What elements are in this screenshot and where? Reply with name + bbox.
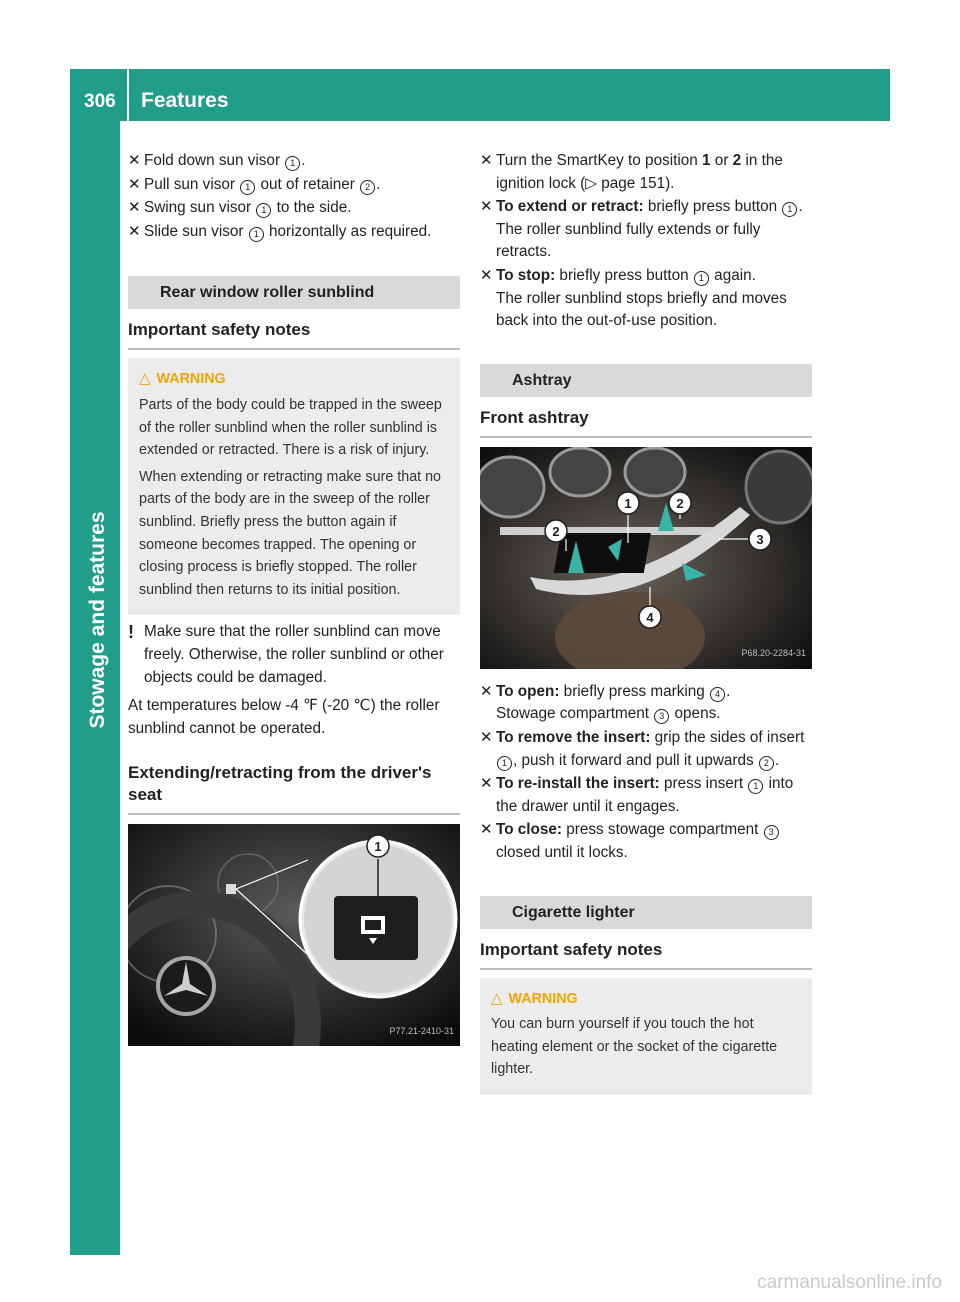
callout-1-icon: 1 — [782, 202, 797, 217]
subhead-extending-retracting: Extending/retracting from the driver's seat — [128, 752, 460, 815]
section-title-cigarette-lighter: Cigarette lighter — [480, 896, 812, 929]
subhead-important-safety-notes: Important safety notes — [128, 309, 460, 350]
callout-1-icon: 1 — [694, 271, 709, 286]
ashtray-callout-3: 3 — [756, 531, 764, 547]
step-arrow-icon: ✕ — [480, 775, 493, 793]
step-arrow-icon: ✕ — [480, 728, 493, 746]
step-extend-retract: ✕ To extend or retract: briefly press button 1 . The roller sunblind fully extends or fully retracts. — [480, 198, 803, 261]
figure-code: P68.20-2284-31 — [741, 648, 806, 659]
step-arrow-icon: ✕ — [128, 222, 141, 240]
header-divider — [127, 69, 129, 121]
step-arrow-icon: ✕ — [128, 175, 141, 193]
page-header — [70, 69, 890, 121]
warning-triangle-icon: △ — [139, 370, 151, 388]
callout-1-icon: 1 — [748, 779, 763, 794]
roller-sunblind-button-figure — [128, 824, 460, 1046]
figure-code: P77.21-2410-31 — [389, 1025, 454, 1036]
front-ashtray-figure — [480, 447, 812, 669]
subhead-front-ashtray: Front ashtray — [480, 397, 812, 438]
step-arrow-icon: ✕ — [480, 152, 493, 169]
chapter-side-tab-label: Stowage and features — [86, 511, 109, 729]
section-title-roller-sunblind: Rear window roller sunblind — [128, 276, 460, 309]
step-arrow-icon: ✕ — [128, 199, 141, 217]
section-title-ashtray: Ashtray — [480, 364, 812, 397]
steering-wheel-illustration — [128, 824, 460, 1046]
ashtray-callout-2-left: 2 — [552, 523, 560, 539]
page-number: 306 — [84, 91, 116, 112]
warning-text: You can burn yourself if you touch the hot heating element or the socket of the cigarette lighter. — [491, 1016, 778, 1078]
callout-1-icon: 1 — [240, 180, 255, 195]
figure-callout-1: 1 — [374, 839, 382, 855]
step-result: The roller sunblind fully extends or fully retracts. — [496, 220, 761, 261]
step-turn-smartkey: ✕ Turn the SmartKey to position 1 or 2 in the ignition lock (▷ page 151). — [480, 152, 783, 192]
callout-2-icon: 2 — [759, 756, 774, 771]
callout-2-icon: 2 — [360, 180, 375, 195]
callout-3-icon: 3 — [654, 709, 669, 724]
step-arrow-icon: ✕ — [480, 682, 493, 700]
note-exclamation-icon: ! — [128, 622, 134, 643]
step-reinstall-insert: ✕ To re-install the insert: press insert 1 into the drawer until it engages. — [480, 775, 794, 815]
right-column — [480, 150, 812, 1095]
step-close: ✕ To close: press stowage compartment 3 closed until it locks. — [480, 819, 812, 864]
warning-box — [128, 358, 460, 615]
step-arrow-icon: ✕ — [480, 821, 493, 839]
page-title: Features — [141, 89, 229, 112]
step-arrow-icon: ✕ — [480, 266, 493, 284]
watermark: carmanualsonline.info — [757, 1272, 942, 1293]
warning-box-2 — [480, 978, 812, 1095]
temperature-paragraph: At temperatures below -4 ℉ (-20 ℃) the roller sunblind cannot be operated. — [128, 697, 440, 737]
chapter-tab-footer — [70, 1246, 120, 1255]
ashtray-callout-1: 1 — [624, 495, 632, 511]
callout-3-icon: 3 — [764, 825, 779, 840]
step-stop: ✕ To stop: briefly press button 1 again. The roller sunblind stops briefly and moves back into the out-of-use position. — [480, 266, 787, 330]
step-remove-insert: ✕ To remove the insert: grip the sides of insert 1 , push it forward and pull it upwards 2 . — [480, 728, 805, 769]
step-result: The roller sunblind stops briefly and moves back into the out-of-use position. — [496, 289, 787, 330]
subhead-important-safety-notes-2: Important safety notes — [480, 929, 812, 970]
step-slide-sun-visor: ✕ Slide sun visor 1 horizontally as required. — [128, 221, 460, 244]
warning-text: Parts of the body could be trapped in the sweep of the roller sunblind when the roller sunblind is extended or retracted. There is a risk of injury. — [139, 396, 442, 459]
callout-1-icon: 1 — [249, 227, 264, 242]
center-console-illustration — [480, 447, 812, 669]
left-column — [128, 150, 460, 1046]
step-pull-sun-visor: ✕ Pull sun visor 1 out of retainer 2 . — [128, 174, 460, 197]
step-arrow-icon: ✕ — [480, 198, 493, 216]
callout-1-icon: 1 — [497, 756, 512, 771]
callout-1-icon: 1 — [285, 156, 300, 171]
step-arrow-icon: ✕ — [128, 152, 141, 169]
warning-title: △ WARNING — [491, 988, 802, 1011]
step-open: ✕ To open: briefly press marking 4 . Stowage compartment 3 opens. — [480, 682, 731, 723]
warning-title: △ WARNING — [139, 368, 450, 391]
callout-4-icon: 4 — [710, 687, 725, 702]
note-damage: ! Make sure that the roller sunblind can move freely. Otherwise, the roller sunblind or other objects could be damaged. — [128, 622, 444, 686]
warning-triangle-icon: △ — [491, 989, 503, 1007]
warning-text: When extending or retracting make sure that no parts of the body are in the sweep of the roller sunblind. Briefly press the button again if someone becomes trapped. The opening or closing process is briefly stopped. The roller sunblind then returns to its initial position. — [139, 468, 441, 598]
ashtray-callout-4: 4 — [646, 609, 654, 625]
step-swing-sun-visor: ✕ Swing sun visor 1 to the side. — [128, 197, 460, 220]
step-fold-sun-visor: ✕ Fold down sun visor 1 . — [128, 150, 460, 173]
ashtray-callout-2-right: 2 — [676, 495, 684, 511]
callout-1-icon: 1 — [256, 203, 271, 218]
